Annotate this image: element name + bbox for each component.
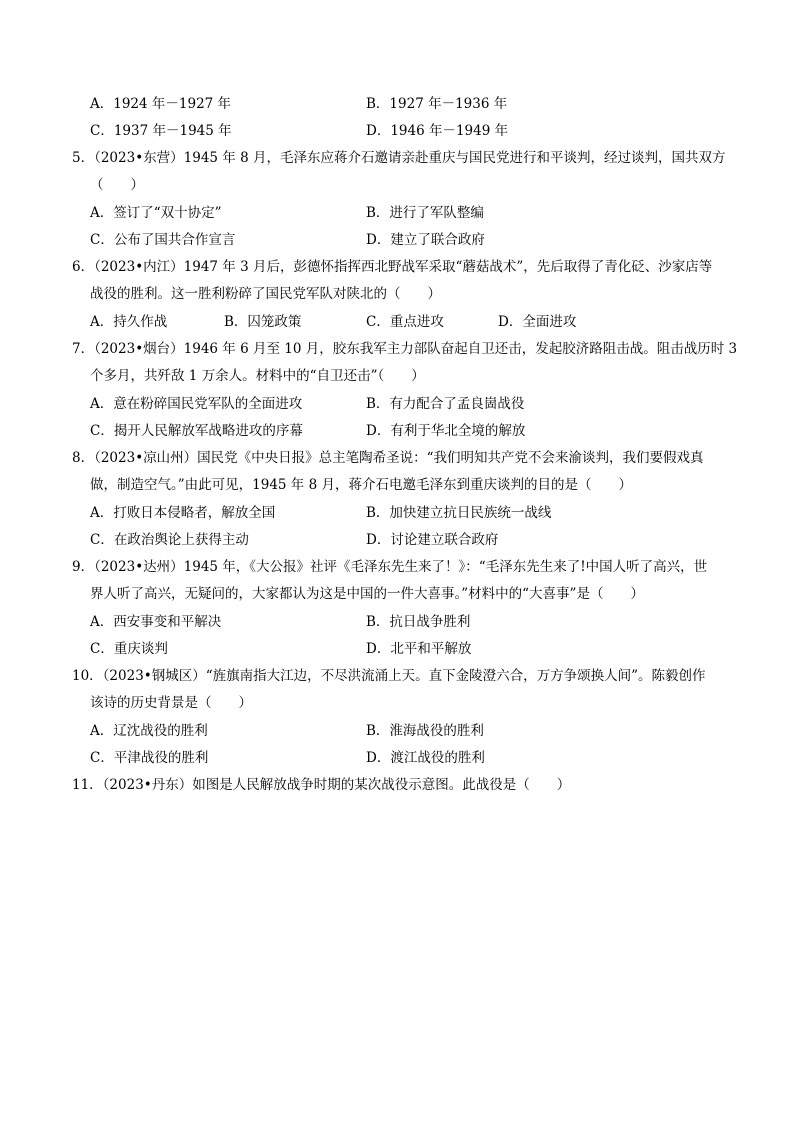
q9-stem-line-2: 界人听了高兴，无疑问的，大家都认为这是中国的一件大喜事。”材料中的“大喜事”是（ ） xyxy=(90,586,644,602)
q5-option-a: A．签订了“双十协定” xyxy=(90,205,222,221)
q10-option-d: D．渡江战役的胜利 xyxy=(366,750,485,766)
q6-option-d: D．全面进攻 xyxy=(498,314,577,330)
q8-option-c: C．在政治舆论上获得主动 xyxy=(90,532,249,548)
q9-option-b: B．抗日战争胜利 xyxy=(366,614,471,630)
q10-option-b: B．淮海战役的胜利 xyxy=(366,723,484,739)
q5-stem-line-1: 5．（2023•东营）1945 年 8 月，毛泽东应蒋介石邀请亲赴重庆与国民党进行和平谈判，经过谈判，国共双方 xyxy=(72,150,726,166)
q4-option-d: D．1946 年－1949 年 xyxy=(366,123,509,139)
q10-stem-line-1: 10．（2023•钢城区）“旌旗南指大江边，不尽洪流涌上天。直下金陵澄六合，万方争颂换人间”。陈毅创作 xyxy=(72,668,706,684)
q6-stem-line-2: 战役的胜利。这一胜利粉碎了国民党军队对陕北的（ ） xyxy=(90,286,441,302)
q8-option-b: B．加快建立抗日民族统一战线 xyxy=(366,505,552,521)
q9-option-a: A．西安事变和平解决 xyxy=(90,614,222,630)
q6-option-a: A．持久作战 xyxy=(90,314,168,330)
q7-option-d: D．有利于华北全境的解放 xyxy=(366,423,526,439)
q7-stem-line-2: 个多月，共歼敌 1 万余人。材料中的“自卫还击”（ ） xyxy=(90,368,425,384)
q6-option-c: C．重点进攻 xyxy=(366,314,444,330)
q6-stem-line-1: 6．（2023•内江）1947 年 3 月后，彭德怀指挥西北野战军采取“蘑菇战术”，先后取得了青化砭、沙家店等 xyxy=(72,259,713,275)
q8-option-a: A．打败日本侵略者，解放全国 xyxy=(90,505,276,521)
q4-option-b: B．1927 年－1936 年 xyxy=(366,96,508,112)
q10-option-a: A．辽沈战役的胜利 xyxy=(90,723,208,739)
q9-option-c: C．重庆谈判 xyxy=(90,641,168,657)
q8-option-d: D．讨论建立联合政府 xyxy=(366,532,499,548)
q10-option-c: C．平津战役的胜利 xyxy=(90,750,209,766)
q7-option-a: A．意在粉碎国民党军队的全面进攻 xyxy=(90,396,303,412)
q5-stem-line-2: （ ） xyxy=(90,177,144,193)
q10-stem-line-2: 该诗的历史背景是（ ） xyxy=(90,695,252,711)
q8-stem-line-1: 8．（2023•凉山州）国民党《中央日报》总主笔陶希圣说：“我们明知共产党不会来渝谈判，我们要假戏真 xyxy=(72,450,704,466)
q7-option-b: B．有力配合了孟良崮战役 xyxy=(366,396,525,412)
q4-option-c: C．1937 年－1945 年 xyxy=(90,123,232,139)
q5-option-c: C．公布了国共合作宣言 xyxy=(90,232,236,248)
q9-option-d: D．北平和平解放 xyxy=(366,641,472,657)
q9-stem-line-1: 9．（2023•达州）1945 年，《大公报》社评《毛泽东先生来了！》：“毛泽东先生来了!中国人听了高兴，世 xyxy=(72,559,708,575)
q4-option-a: A．1924 年－1927 年 xyxy=(90,96,232,112)
q6-option-b: B．囚笼政策 xyxy=(224,314,302,330)
q5-option-b: B．进行了军队整编 xyxy=(366,205,484,221)
q5-option-d: D．建立了联合政府 xyxy=(366,232,485,248)
q7-option-c: C．揭开人民解放军战略进攻的序幕 xyxy=(90,423,303,439)
q7-stem-line-1: 7．（2023•烟台）1946 年 6 月至 10 月，胶东我军主力部队奋起自卫还击，发起胶济路阻击战。阻击战历时 3 xyxy=(72,341,738,357)
q8-stem-line-2: 做，制造空气。”由此可见，1945 年 8 月，蒋介石电邀毛泽东到重庆谈判的目的是（ ） xyxy=(90,477,632,493)
q11-stem-line-1: 11．（2023•丹东）如图是人民解放战争时期的某次战役示意图。此战役是（ ） xyxy=(72,777,571,793)
